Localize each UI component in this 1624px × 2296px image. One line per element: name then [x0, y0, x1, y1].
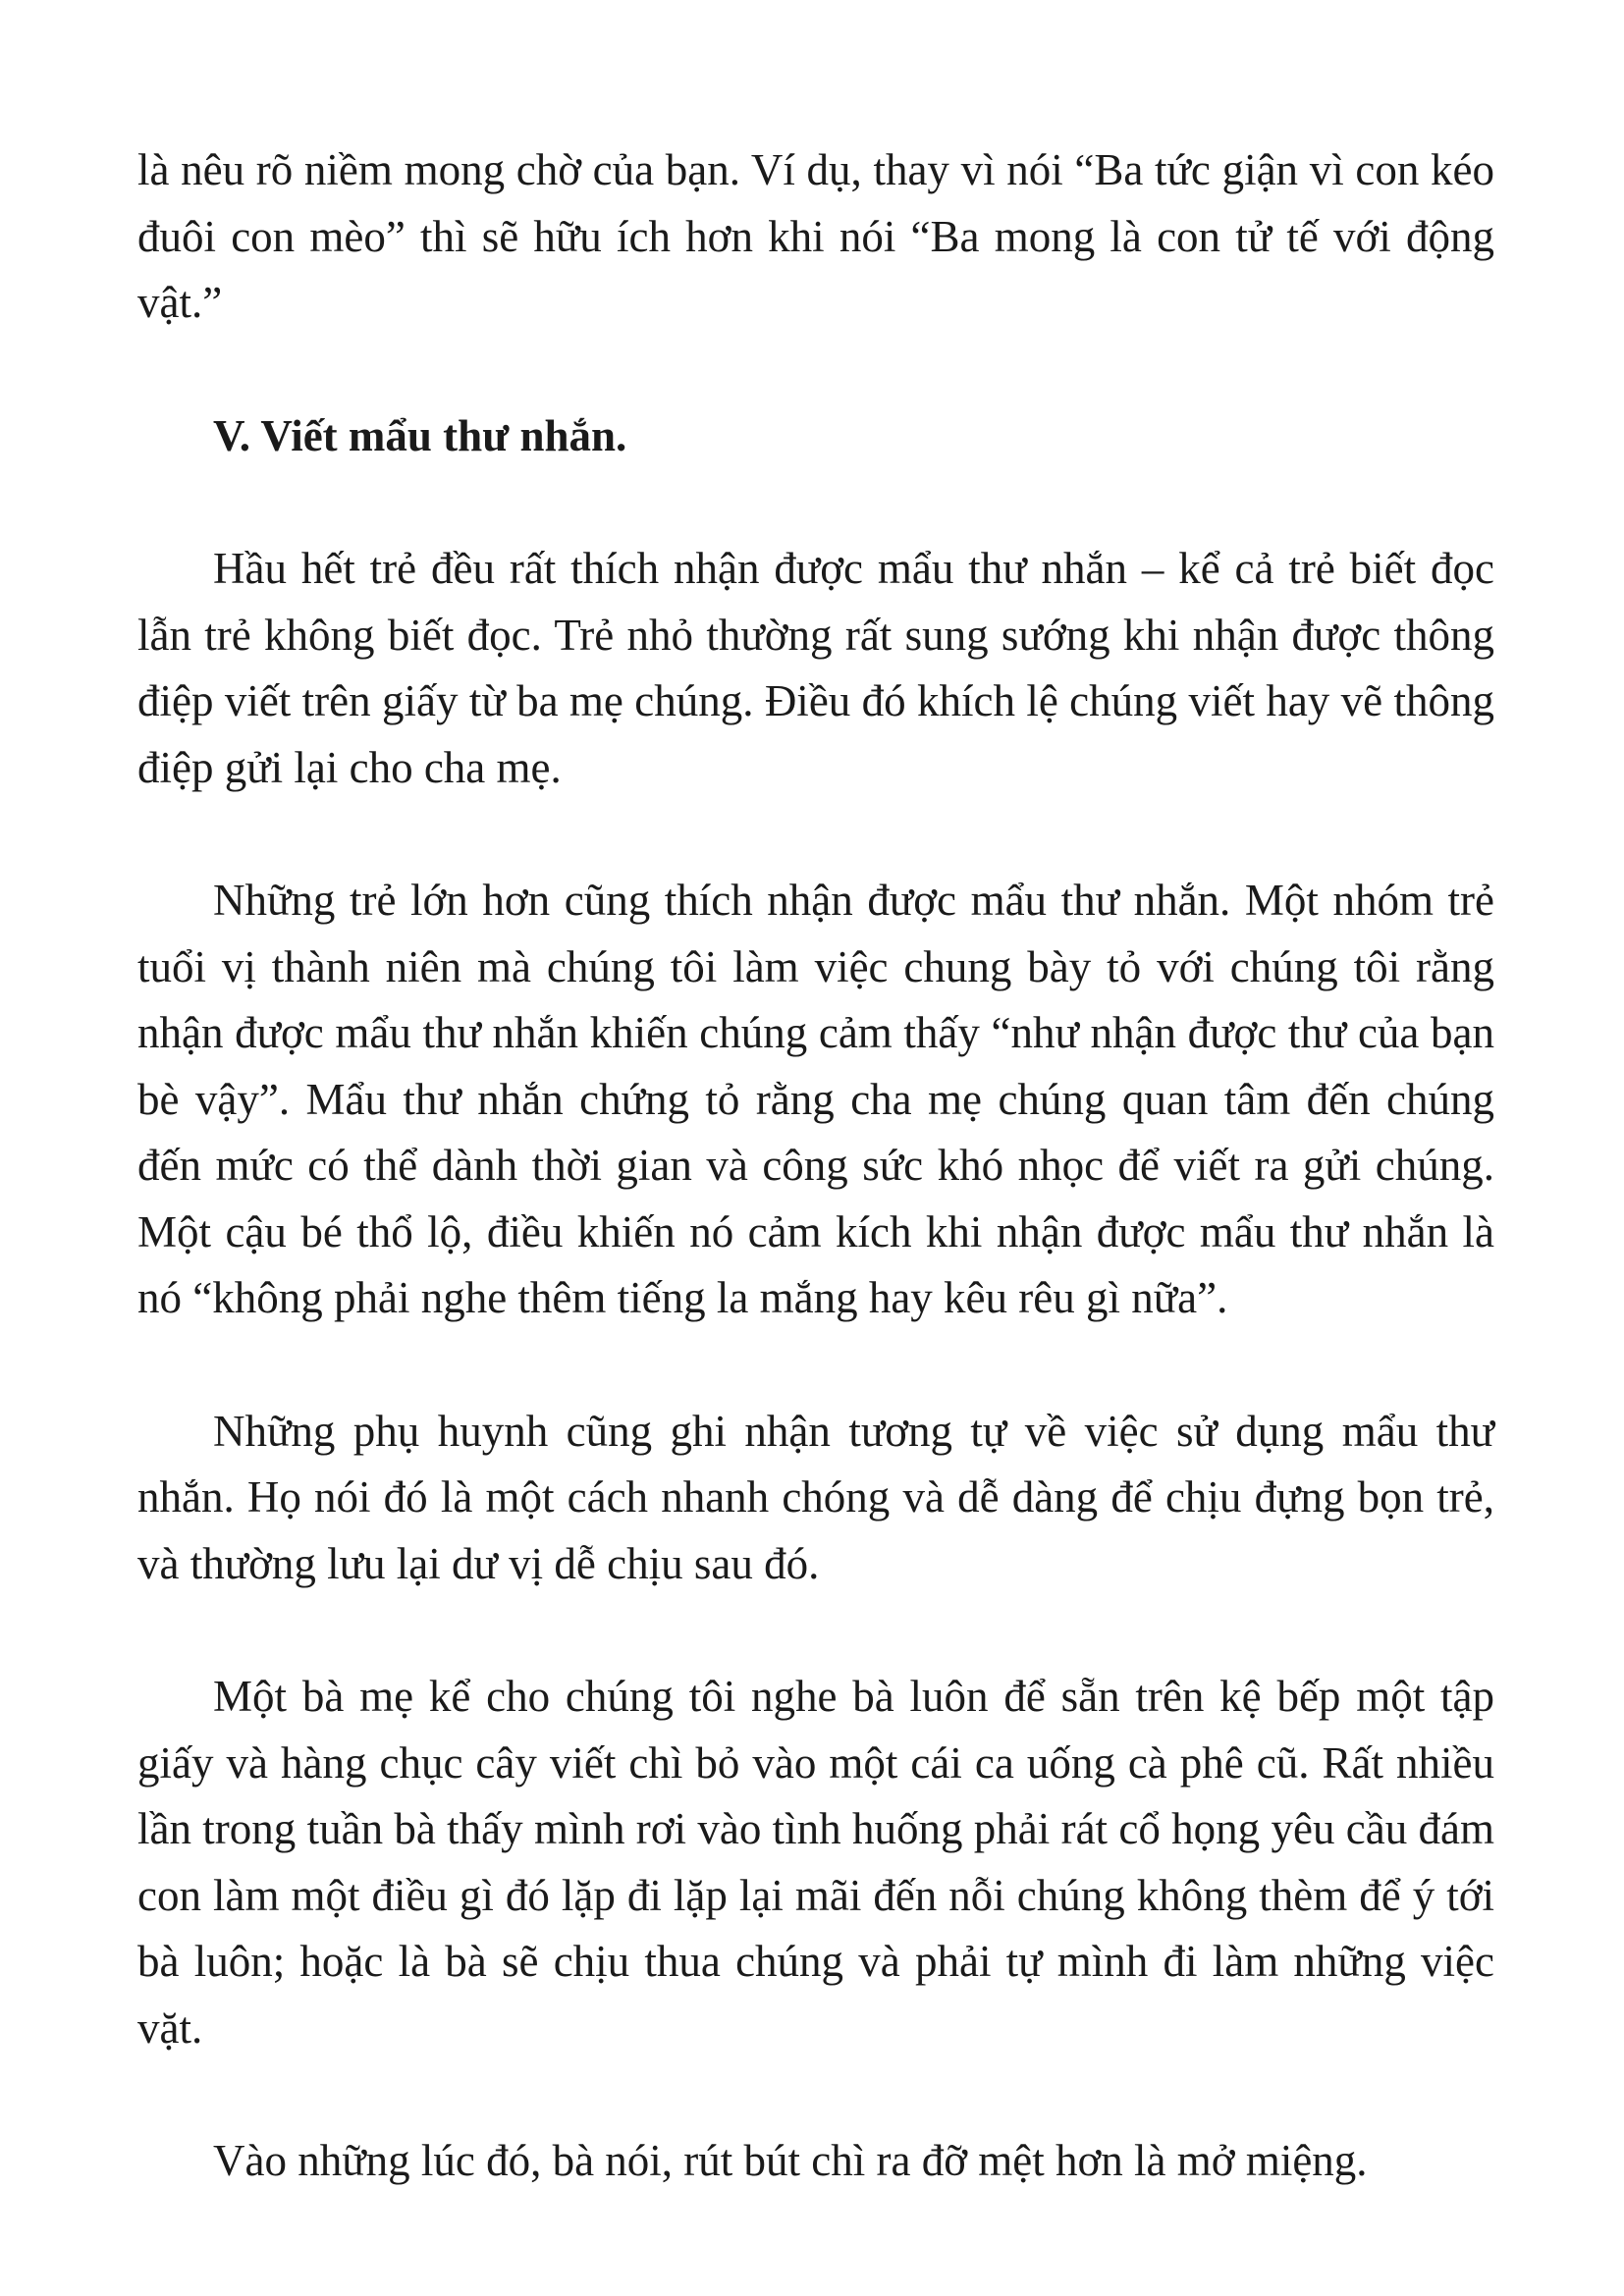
- paragraph: Những phụ huynh cũng ghi nhận tương tự về việc sử dụng mẩu thư nhắn. Họ nói đó là một cách nhanh chóng và dễ dàng để chịu đựng bọn trẻ, và thường lưu lại dư vị dễ chịu sau đó.: [137, 1406, 1494, 1588]
- paragraph: Vào những lúc đó, bà nói, rút bút chì ra đỡ mệt hơn là mở miệng.: [213, 2136, 1368, 2185]
- document-page: [137, 137, 1494, 2195]
- paragraph-continued: là nêu rõ niềm mong chờ của bạn. Ví dụ, thay vì nói “Ba tức giận vì con kéo đuôi con mèo” thì sẽ hữu ích hơn khi nói “Ba mong là con tử tế với động vật.”: [137, 145, 1494, 327]
- paragraph: Những trẻ lớn hơn cũng thích nhận được mẩu thư nhắn. Một nhóm trẻ tuổi vị thành niên mà chúng tôi làm việc chung bày tỏ với chúng tôi rằng nhận được mẩu thư nhắn khiến chúng cảm thấy “như nhận được thư của bạn bè vậy”. Mẩu thư nhắn chứng tỏ rằng cha mẹ chúng quan tâm đến chúng đến mức có thể dành thời gian và công sức khó nhọc để viết ra gửi chúng. Một cậu bé thổ lộ, điều khiến nó cảm kích khi nhận được mẩu thư nhắn là nó “không phải nghe thêm tiếng la mắng hay kêu rêu gì nữa”.: [137, 876, 1494, 1322]
- paragraph: Hầu hết trẻ đều rất thích nhận được mẩu thư nhắn – kể cả trẻ biết đọc lẫn trẻ không biết đọc. Trẻ nhỏ thường rất sung sướng khi nhận được thông điệp viết trên giấy từ ba mẹ chúng. Điều đó khích lệ chúng viết hay vẽ thông điệp gửi lại cho cha mẹ.: [137, 544, 1494, 792]
- section-heading: V. Viết mẩu thư nhắn.: [213, 410, 627, 460]
- paragraph: Một bà mẹ kể cho chúng tôi nghe bà luôn để sẵn trên kệ bếp một tập giấy và hàng chục cây viết chì bỏ vào một cái ca uống cà phê cũ. Rất nhiều lần trong tuần bà thấy mình rơi vào tình huống phải rát cổ họng yêu cầu đám con làm một điều gì đó lặp đi lặp lại mãi đến nỗi chúng không thèm để ý tới bà luôn; hoặc là bà sẽ chịu thua chúng và phải tự mình đi làm những việc vặt.: [137, 1672, 1494, 2053]
